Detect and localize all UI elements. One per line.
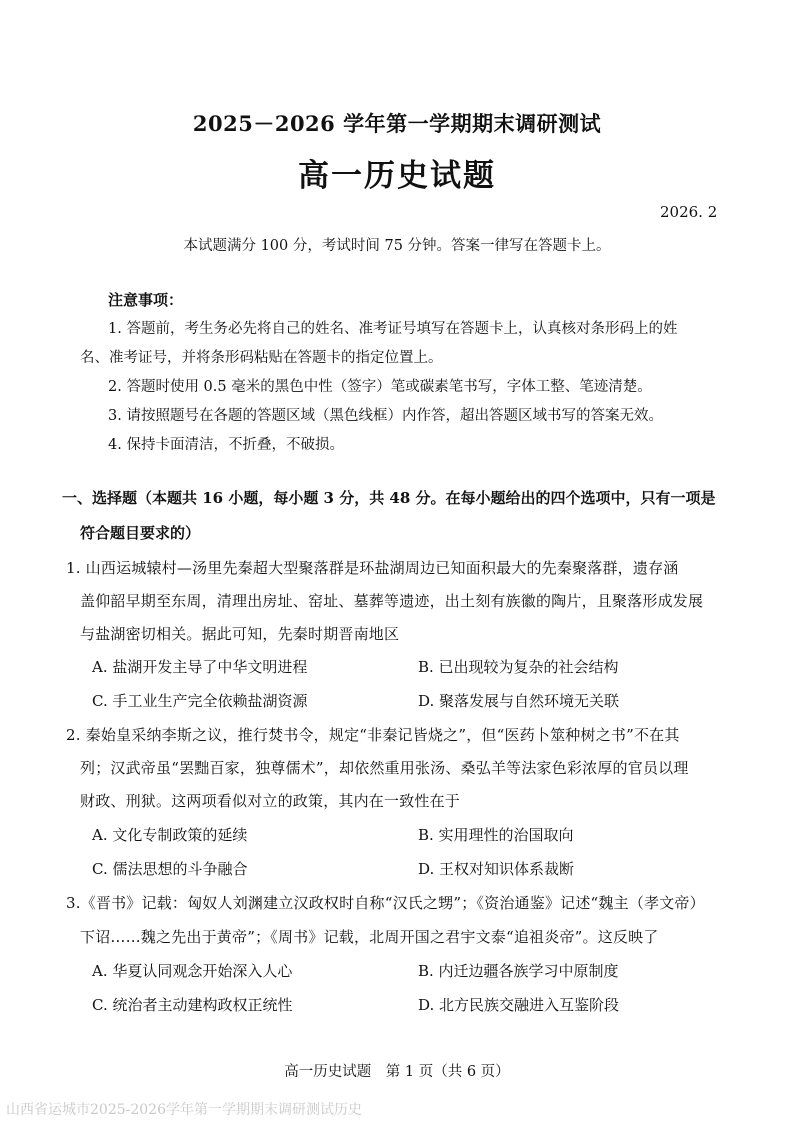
question-1-option-c[interactable]: C. 手工业生产完全依赖盐湖资源 <box>92 692 308 710</box>
question-1-option-a[interactable]: A. 盐湖开发主导了中华文明进程 <box>92 658 308 676</box>
exam-date: 2026. 2 <box>660 203 718 221</box>
exam-title: 2025－2026 学年第一学期期末调研测试 <box>192 111 602 136</box>
exam-instructions: 本试题满分 100 分，考试时间 75 分钟。答案一律写在答题卡上。 <box>183 238 611 254</box>
note-item: 名、准考证号，并将条形码粘贴在答题卡的指定位置上。 <box>80 350 443 366</box>
watermark: 山西省运城市2025-2026学年第一学期期末调研测试历史 <box>6 1102 362 1118</box>
question-3-option-a[interactable]: A. 华夏认同观念开始深入人心 <box>92 962 293 980</box>
note-item: 4. 保持卡面清洁，不折叠，不破损。 <box>108 437 344 453</box>
question-2-text: 列；汉武帝虽“罢黜百家，独尊儒术”，却依然重用张汤、桑弘羊等法家色彩浓厚的官员以理 <box>80 759 689 777</box>
question-2-option-a[interactable]: A. 文化专制政策的延续 <box>92 826 248 844</box>
page-footer: 高一历史试题 第 1 页（共 6 页） <box>284 1064 510 1080</box>
question-1-text: 1. 山西运城辕村—汤里先秦超大型聚落群是环盐湖周边已知面积最大的先秦聚落群，遗存涵 <box>66 559 679 577</box>
question-1-option-d[interactable]: D. 聚落发展与自然环境无关联 <box>418 692 620 710</box>
question-3-option-b[interactable]: B. 内迁边疆各族学习中原制度 <box>418 962 619 980</box>
question-2-option-d[interactable]: D. 王权对知识体系裁断 <box>418 860 575 878</box>
question-1-text: 盖仰韶早期至东周，清理出房址、窑址、墓葬等遗迹，出土刻有族徽的陶片，且聚落形成发展 <box>80 592 704 610</box>
subject-title: 高一历史试题 <box>298 158 496 194</box>
note-item: 1. 答题前，考生务必先将自己的姓名、准考证号填写在答题卡上，认真核对条形码上的姓 <box>108 321 678 337</box>
note-item: 2. 答题时使用 0.5 毫米的黑色中性（签字）笔或碳素笔书写，字体工整、笔迹清楚。 <box>108 379 652 395</box>
question-2-option-b[interactable]: B. 实用理性的治国取向 <box>418 826 574 844</box>
question-3-option-d[interactable]: D. 北方民族交融进入互鉴阶段 <box>418 996 620 1014</box>
question-3-text: 下诏……魏之先出于黄帝”；《周书》记载，北周开国之君宇文泰“追祖炎帝”。这反映了 <box>80 928 659 946</box>
section-heading: 一、选择题（本题共 16 小题，每小题 3 分，共 48 分。在每小题给出的四个选项中，只有一项是 <box>62 489 716 507</box>
question-3-option-c[interactable]: C. 统治者主动建构政权正统性 <box>92 996 293 1014</box>
question-1-option-b[interactable]: B. 已出现较为复杂的社会结构 <box>418 658 619 676</box>
question-2-text: 财政、刑狱。这两项看似对立的政策，其内在一致性在于 <box>80 792 461 810</box>
section-heading-cont: 符合题目要求的） <box>80 524 201 542</box>
note-item: 3. 请按照题号在各题的答题区域（黑色线框）内作答，超出答题区域书写的答案无效。 <box>108 408 663 424</box>
notes-title: 注意事项： <box>108 291 184 309</box>
question-2-text: 2. 秦始皇采纳李斯之议，推行焚书令，规定“非秦记皆烧之”，但“医药卜筮种树之书”不在其 <box>66 726 680 744</box>
question-1-text: 与盐湖密切相关。据此可知，先秦时期晋南地区 <box>80 625 400 643</box>
question-3-text: 3.《晋书》记载：匈奴人刘渊建立汉政权时自称“汉氏之甥”；《资治通鉴》记述“魏主（孝文帝） <box>66 894 705 912</box>
question-2-option-c[interactable]: C. 儒法思想的斗争融合 <box>92 860 248 878</box>
